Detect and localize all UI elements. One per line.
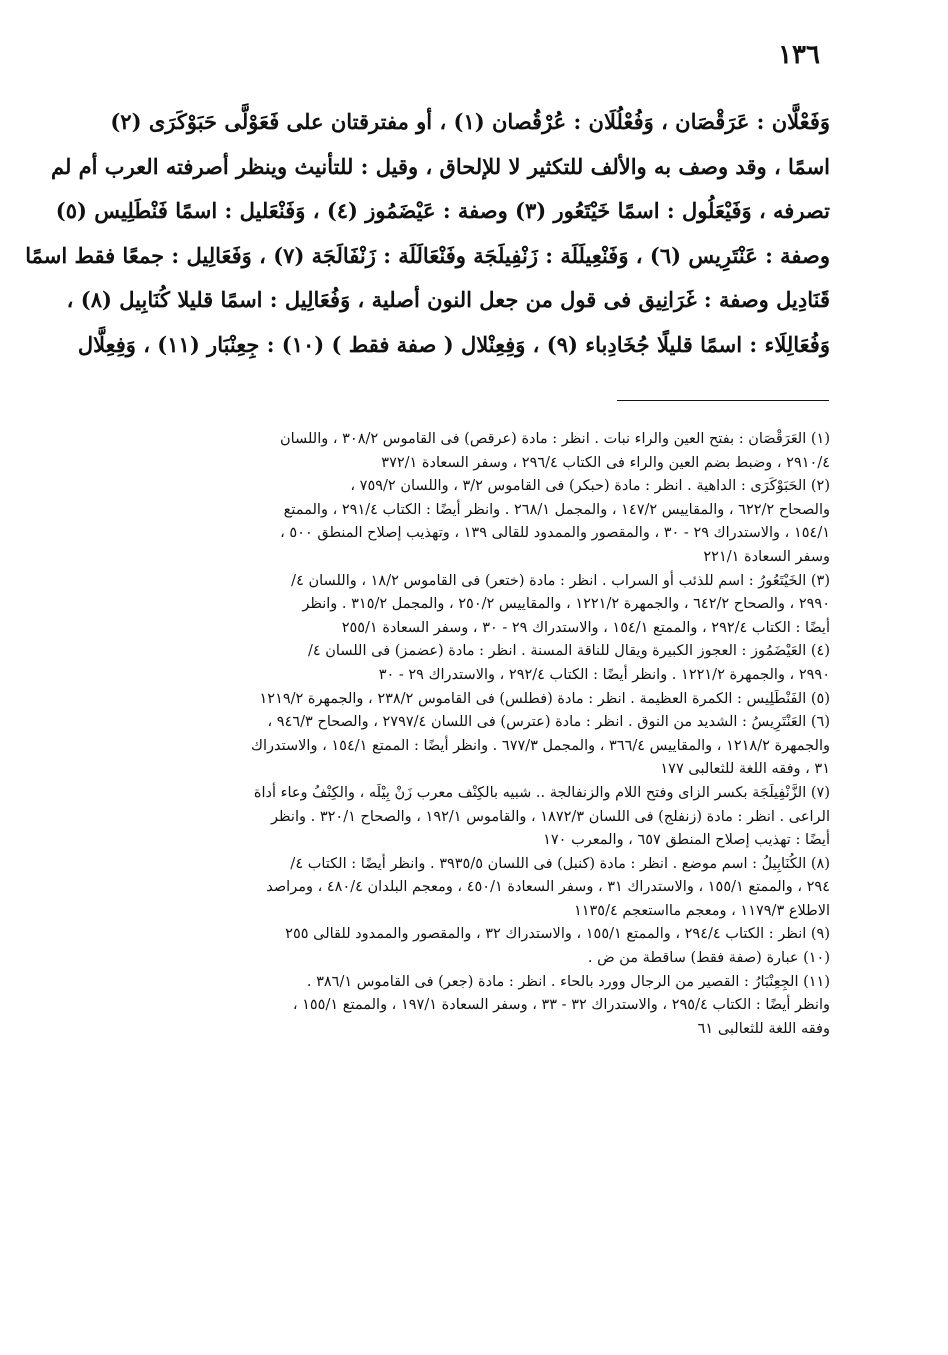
main-text-line: وصفة : عَنْتَرِيس (٦) ، وَفَنْعِيلَلَة : زَنْفِيلَجَة وفَنْعَالَلَة : زَنْفَالَجَة (٧) ، وَفَعَالِيل : جمعًا فقط اسمًا: [25, 242, 830, 268]
main-text: [25, 100, 830, 367]
footnote-line: ٢٩٩٠ ، والجمهرة ١٢٢١/٢ . وانظر أيضًا : الكتاب ٢٩٢/٤ ، والاستدراك ٢٩ - ٣٠: [378, 666, 830, 683]
footnote-line: (٢) الحَبَوْكَرَى : الداهية . انظر : مادة (حبكر) فى القاموس ٣/٢ ، واللسان ٧٥٩/٢ ،: [350, 478, 830, 495]
footnote-line: (٧) الزَّنْفِيلَجَة بكسر الزاى وفتح اللام والزنفالجة .. شبيه بالكِنْف معرب زَنْ بِيْلَه ، والكِنْفُ وعاء أداة: [253, 784, 830, 801]
footnote-line: ٢٩٤ ، والممتع ١٥٥/١ ، والاستدراك ٣١ ، وسفر السعادة ٤٥٠/١ ، ومعجم البلدان ٤٨٠/٤ ، ومراصد: [266, 879, 830, 896]
footnote-line: وفقه اللغة للثعالبى ٦١: [697, 1020, 830, 1037]
main-text-line: وَفَعْلَّان : عَرَقْصَان ، وَفُعْلُلَان : عُرْقُصان (١) ، أو مفترقتان على فَعَوْلَّى حَبَوْكَرَى (٢): [110, 109, 830, 134]
footnote-line: (٩) انظر : الكتاب ٢٩٤/٤ ، والممتع ١٥٥/١ ، والاستدراك ٣٢ ، والمقصور والممدود للقالى ٢٥٥: [285, 926, 830, 943]
page-number: ١٣٦: [778, 40, 820, 70]
main-text-line: تصرفه ، وَفَيْعَلُول : اسمًا خَيْتَعُور (٣) وصفة : عَيْضَمُوز (٤) ، وَفَنْعَليل : اسمًا فَنْطَلِيس (٥): [55, 198, 830, 223]
footnote-line: (٥) الفَنْطَلِيس : الكمرة العظيمة . انظر : مادة (فطلس) فى القاموس ٢٣٨/٢ ، والجمهرة ١٢١٩/٢: [259, 690, 830, 707]
footnote-7: [118, 782, 830, 853]
footnotes: [118, 428, 830, 1041]
footnote-line: (١٠) عبارة (صفة فقط) ساقطة من ض .: [587, 950, 830, 967]
footnote-line: (٤) العَيْضَمُوز : العجوز الكبيرة ويقال للناقة المسنة . انظر : مادة (عضمز) فى اللسان ٤/: [307, 643, 830, 660]
footnote-line: الاطلاع ١١٧٩/٣ ، ومعجم مااستعجم ١١٣٥/٤: [573, 902, 830, 919]
main-text-line: قَنَادِيل وصفة : غَرَانِيق فى قول من جعل النون أصلية ، وَفُعَالِيل : اسمًا قليلا كُنَابِيل (٨) ،: [66, 287, 830, 312]
footnote-separator: [617, 400, 829, 401]
footnote-line: أيضًا : تهذيب إصلاح المنطق ٦٥٧ ، والمعرب ١٧٠: [543, 832, 830, 849]
main-text-line: وَفُعَالِلَاء : اسمًا قليلًا جُخَادِباء (٩) ، وَفِعِنْلال ( صفة فقط ) (١٠) : جِعِنْبَار (١١) ، وَفِعِلَّال: [77, 331, 830, 357]
footnote-line: وسفر السعادة ٢٢١/١: [703, 548, 830, 565]
footnote-1: [118, 428, 830, 475]
footnote-3: [118, 570, 830, 641]
main-text-line: اسمًا ، وقد وصف به والألف للتكثير لا للإلحاق ، وقيل : للتأنيث وينظر أصرفته العرب أم لم: [50, 153, 830, 179]
footnote-line: ٢٩١٠/٤ ، وضبط بضم العين والراء فى الكتاب ٢٩٦/٤ ، وسفر السعادة ٣٧٢/١: [381, 454, 830, 471]
footnote-line: ١٥٤/١ ، والاستدراك ٢٩ - ٣٠ ، والمقصور والممدود للقالى ١٣٩ ، وتهذيب إصلاح المنطق ٥٠٠ ،: [280, 525, 830, 542]
footnote-11: [118, 971, 830, 1042]
footnote-2: [118, 475, 830, 569]
footnote-10: [118, 947, 830, 971]
footnote-line: أيضًا : الكتاب ٢٩٢/٤ ، والممتع ١٥٤/١ ، والاستدراك ٢٩ - ٣٠ ، وسفر السعادة ٢٥٥/١: [341, 619, 830, 636]
footnote-4: [118, 640, 830, 687]
footnote-line: (٣) الخَيْتَعُورُ : اسم للذئب أو السراب . انظر : مادة (ختعر) فى القاموس ١٨/٢ ، واللسان ٤/: [291, 572, 830, 589]
footnote-line: ٣١ ، وفقه اللغة للثعالبى ١٧٧: [660, 761, 830, 778]
footnote-line: والصحاح ٦٢٢/٢ ، والمقاييس ١٤٧/٢ ، والمجمل ٢٦٨/١ . وانظر أيضًا : الكتاب ٢٩١/٤ ، والممتع: [283, 501, 830, 518]
footnote-line: (١١) الجِعِنْبَارُ : القصير من الرجال وورد بالحاء . انظر : مادة (جعر) فى القاموس ٣٨٦/١ .: [306, 973, 830, 990]
footnote-8: [118, 853, 830, 924]
footnote-line: (١) العَرَقْصَان : بفتح العين والراء نبات . انظر : مادة (عرقص) فى القاموس ٣٠٨/٢ ، واللسان: [279, 431, 830, 447]
footnote-line: (٨) الكُنَابِيلُ : اسم موضع . انظر : مادة (كنبل) فى اللسان ٣٩٣٥/٥ . وانظر أيضًا : الكتاب ٤/: [290, 855, 830, 872]
footnote-line: (٦) العَنْتَرِيسُ : الشديد من النوق . انظر : مادة (عترس) فى اللسان ٢٧٩٧/٤ ، والصحاح ٩٤٦/٣ ،: [267, 714, 830, 731]
footnote-5: [118, 688, 830, 712]
footnote-line: وانظر أيضًا : الكتاب ٢٩٥/٤ ، والاستدراك ٣٢ - ٣٣ ، وسفر السعادة ١٩٧/١ ، والممتع ١٥٥/١ ،: [292, 997, 830, 1014]
footnote-line: والجمهرة ١٢١٨/٢ ، والمقاييس ٣٦٦/٤ ، والمجمل ٦٧٧/٣ . وانظر أيضًا : الممتع ١٥٤/١ ، والاستدراك: [251, 737, 830, 754]
footnote-line: ٢٩٩٠ ، والصحاح ٦٤٢/٢ ، والجمهرة ١٢٢١/٢ ، والمقاييس ٢٥٠/٢ ، والمجمل ٣١٥/٢ . وانظر: [302, 596, 830, 613]
footnote-line: الراعى . انظر : مادة (زنفلج) فى اللسان ١٨٧٢/٣ ، والقاموس ١٩٢/١ ، والصحاح ٣٢٠/١ . وانظر: [271, 808, 830, 825]
footnote-6: [118, 711, 830, 782]
footnote-9: [118, 923, 830, 947]
